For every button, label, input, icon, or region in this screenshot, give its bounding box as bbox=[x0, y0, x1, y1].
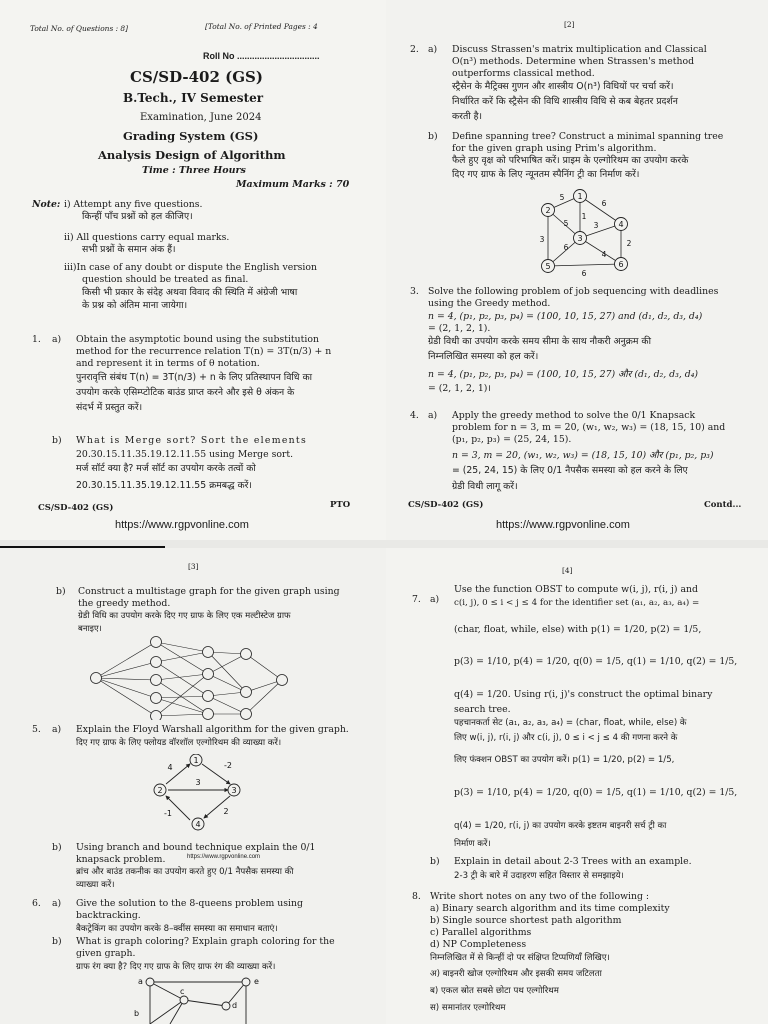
q2a-hindi-3: करती है। bbox=[452, 111, 483, 122]
total-questions: Total No. of Questions : 8] bbox=[30, 24, 129, 33]
q7-hindi-4: p(3) = 1/10, p(4) = 1/20, q(0) = 1/5, q(1) = 1/10, q(2) = 1/5, bbox=[454, 787, 738, 798]
q6b-line-1: What is graph coloring? Explain graph coloring for the bbox=[76, 936, 335, 947]
q1a-label: a) bbox=[52, 334, 62, 345]
q5a-label: a) bbox=[52, 724, 62, 735]
note-3-hindi: किसी भी प्रकार के संदेह अथवा विवाद की स्थिति में अंग्रेजी भाषा bbox=[82, 287, 298, 298]
q1a-line-2: method for the recurrence relation T(n) = 3T(n/3) + n bbox=[76, 346, 332, 357]
floyd-warshall-graph bbox=[140, 754, 256, 836]
node-label: e bbox=[254, 977, 259, 986]
page-number: [3] bbox=[188, 562, 199, 571]
q2a-line-1: Discuss Strassen's matrix multiplication and Classical bbox=[452, 44, 707, 55]
edge-weight: 2 bbox=[223, 807, 229, 816]
q7-number: 7. bbox=[412, 594, 421, 605]
exam: Examination, June 2024 bbox=[140, 112, 262, 123]
node-label: 1 bbox=[193, 756, 199, 765]
node-label: 2 bbox=[545, 206, 551, 215]
q8-item-d: d) NP Completeness bbox=[430, 939, 527, 950]
node-label: 2 bbox=[157, 786, 163, 795]
q5b-url: https://www.rgpvonline.com bbox=[187, 854, 261, 860]
note-1-hindi: किन्हीं पाँच प्रश्नों को हल कीजिए। bbox=[82, 211, 193, 222]
q7-line-4: p(3) = 1/10, p(4) = 1/20, q(0) = 1/5, q(1) = 1/10, q(2) = 1/5, bbox=[454, 656, 738, 667]
q3-line-1: Solve the following problem of job sequencing with deadlines bbox=[428, 286, 719, 297]
q8-hindi-item-c: स) समानांतर एल्गोरिथम bbox=[430, 1003, 506, 1013]
q8-item-a: a) Binary search algorithm and its time complexity bbox=[430, 903, 670, 914]
q1b-label: b) bbox=[52, 435, 62, 446]
node-label: d bbox=[232, 1001, 238, 1010]
page-number: [2] bbox=[564, 20, 575, 29]
q5b-hindi-2: व्याख्या करें। bbox=[76, 880, 115, 890]
q5b-line-1: Using branch and bound technique explain the 0/1 bbox=[76, 842, 316, 853]
edge-weight: 3 bbox=[195, 778, 201, 787]
q6b-hindi-1: ग्राफ रंग क्या है? दिए गए ग्राफ के लिए ग्राफ रंग की व्याख्या करें। bbox=[76, 962, 276, 972]
edge-weight: 1 bbox=[581, 212, 587, 221]
node-label: 4 bbox=[618, 220, 624, 229]
q2b-label: b) bbox=[428, 131, 438, 142]
q3-hindi-3: n = 4, (p₁, p₂, p₃, p₄) = (100, 10, 15, 27) और (d₁, d₂, d₃, d₄) bbox=[428, 369, 699, 380]
course: B.Tech., IV Semester bbox=[123, 91, 264, 105]
q4a-line-3: (p₁, p₂, p₃) = (25, 24, 15). bbox=[452, 434, 572, 445]
q1b-hindi-1: मर्ज सॉर्ट क्या है? मर्ज सॉर्ट का उपयोग करके तत्वों को bbox=[76, 463, 256, 474]
q1b-line-1: What is Merge sort? Sort the elements bbox=[76, 435, 308, 446]
multistage-graph bbox=[86, 634, 292, 720]
edge-weight: 5 bbox=[559, 193, 565, 202]
q2b-line-1: Define spanning tree? Construct a minimal spanning tree bbox=[452, 131, 724, 142]
footer-code: CS/SD-402 (GS) bbox=[38, 503, 114, 513]
edge-weight: 4 bbox=[601, 250, 607, 259]
q4b-line-1: Construct a multistage graph for the given graph using bbox=[78, 586, 340, 597]
q1a-hindi-1: पुनरावृत्ति संबंध T(n) = 3T(n/3) + n के लिए प्रतिस्थापन विधि का bbox=[76, 372, 313, 383]
node-label: a bbox=[138, 977, 143, 986]
q3-line-2: using the Greedy method. bbox=[428, 298, 551, 309]
note-label: Note: bbox=[32, 199, 61, 210]
q7-line-3: (char, float, while, else) with p(1) = 1/20, p(2) = 1/5, bbox=[454, 624, 702, 635]
edge-weight: 3 bbox=[593, 221, 599, 230]
q3-line-3: n = 4, (p₁, p₂, p₃, p₄) = (100, 10, 15, 27) and (d₁, d₂, d₃, d₄) bbox=[428, 311, 703, 322]
q4a-hindi-3: ग्रेडी विधी लागू करें। bbox=[452, 481, 518, 492]
node-label: 5 bbox=[545, 262, 551, 271]
q7b-label: b) bbox=[430, 856, 440, 867]
q2a-line-3: outperforms classical method. bbox=[452, 68, 595, 79]
q7-hindi-5: q(4) = 1/20, r(i, j) का उपयोग करके इष्टतम बाइनरी सर्च ट्री का bbox=[454, 821, 667, 831]
q4a-hindi-2: = (25, 24, 15) के लिए 0/1 नैपसैक समस्या को हल करने के लिए bbox=[452, 465, 688, 476]
q6a-line-2: backtracking. bbox=[76, 910, 141, 921]
total-pages: [Total No. of Printed Pages : 4 bbox=[205, 22, 318, 31]
node-label: 4 bbox=[195, 820, 201, 829]
q6a-line-1: Give the solution to the 8-queens problem using bbox=[76, 898, 303, 909]
page-1-url: https://www.rgpvonline.com bbox=[115, 519, 249, 531]
coloring-graph bbox=[126, 976, 266, 1024]
q2b-hindi-2: दिए गए ग्राफ के लिए न्यूनतम स्पैनिंग ट्री का निर्माण करें। bbox=[452, 169, 640, 180]
node-label: b bbox=[134, 1009, 140, 1018]
page-3 bbox=[0, 548, 386, 1024]
q8-item-c: c) Parallel algorithms bbox=[430, 927, 532, 938]
max-marks: Maximum Marks : 70 bbox=[236, 179, 350, 190]
q7-line-6: search tree. bbox=[454, 704, 511, 715]
footer-contd: Contd... bbox=[704, 500, 742, 510]
footer-code: CS/SD-402 (GS) bbox=[408, 500, 484, 510]
edge-weight: 4 bbox=[167, 763, 173, 772]
q6b-label: b) bbox=[52, 936, 62, 947]
q4b-hindi-1: ग्रेडी विधि का उपयोग करके दिए गए ग्राफ के लिए एक मल्टीस्टेज ग्राफ bbox=[78, 611, 291, 621]
grading-system: Grading System (GS) bbox=[123, 129, 259, 143]
subject: Analysis Design of Algorithm bbox=[98, 148, 286, 162]
node-label: 3 bbox=[577, 234, 583, 243]
q6a-hindi-1: बैकट्रेकिंग का उपयोग करके 8–क्वींस समस्या का समाधान बताएं। bbox=[76, 924, 278, 934]
footer-pto: PTO bbox=[330, 500, 351, 510]
q2a-hindi-2: निर्धारित करें कि स्ट्रैसेन की विधि शास्त्रीय विधि से कब बेहतर प्रदर्शन bbox=[452, 96, 678, 107]
q7b-hindi-1: 2-3 ट्री के बारे में उदाहरण सहित विस्तार से समझाइये। bbox=[454, 871, 624, 881]
q6a-label: a) bbox=[52, 898, 62, 909]
q7a-label: a) bbox=[430, 594, 440, 605]
note-2: ii) All questions carry equal marks. bbox=[64, 232, 230, 243]
q5a-hindi-1: दिए गए ग्राफ के लिए फ्लोयड वॉरशॉल एल्गोरिथम की व्याख्या करें। bbox=[76, 738, 282, 748]
q1a-line-3: and represent it in terms of θ notation. bbox=[76, 358, 260, 369]
q6b-line-2: given graph. bbox=[76, 948, 136, 959]
q2a-hindi-1: स्ट्रैसेन के मैट्रिक्स गुणन और शास्त्रीय O(n³) विधियों पर चर्चा करें। bbox=[452, 81, 674, 92]
page-number: [4] bbox=[562, 566, 573, 575]
time: Time : Three Hours bbox=[142, 165, 246, 176]
q8-number: 8. bbox=[412, 891, 421, 902]
q1-number: 1. bbox=[32, 334, 41, 345]
node-label: 6 bbox=[618, 260, 624, 269]
q8-intro: Write short notes on any two of the following : bbox=[430, 891, 650, 902]
note-3-cont: question should be treated as final. bbox=[82, 274, 249, 285]
edge-weight: -1 bbox=[164, 809, 172, 818]
q5b-label: b) bbox=[52, 842, 62, 853]
edge-weight: 3 bbox=[539, 235, 545, 244]
q2-number: 2. bbox=[410, 44, 419, 55]
q8-hindi-item-a: अ) बाइनरी खोज एल्गोरिथम और इसकी समय जटिलता bbox=[430, 969, 602, 979]
prims-graph bbox=[526, 186, 636, 278]
q1a-hindi-2: उपयोग करके एसिम्प्टोटिक बाउंड प्राप्त करने और इसे θ अंकन के bbox=[76, 387, 295, 398]
q7-line-1: Use the function OBST to compute w(i, j), r(i, j) and bbox=[454, 584, 698, 595]
q4b-hindi-2: बनाइए। bbox=[78, 624, 102, 634]
note-3-hindi-cont: के प्रश्न को अंतिम माना जायेगा। bbox=[82, 300, 188, 311]
q2a-label: a) bbox=[428, 44, 438, 55]
q5b-line-2: knapsack problem. bbox=[76, 854, 166, 865]
q1a-line-1: Obtain the asymptotic bound using the substitution bbox=[76, 334, 319, 345]
q4b-line-2: the greedy method. bbox=[78, 598, 171, 609]
q5-number: 5. bbox=[32, 724, 41, 735]
paper-code: CS/SD-402 (GS) bbox=[130, 68, 263, 86]
q7-hindi-1: पहचानकर्ता सेट (a₁, a₂, a₃, a₄) = (char, float, while, else) के bbox=[454, 718, 687, 728]
q4a-label: a) bbox=[428, 410, 438, 421]
q1a-hindi-3: संदर्भ में प्रस्तुत करें। bbox=[76, 402, 143, 413]
node-label: c bbox=[180, 987, 185, 996]
q1b-hindi-2: 20.30.15.11.35.19.12.11.55 क्रमबद्ध करें। bbox=[76, 480, 252, 491]
q7b-line-1: Explain in detail about 2-3 Trees with an example. bbox=[454, 856, 692, 867]
q5b-hindi-1: ब्रांच और बाउंड तकनीक का उपयोग करते हुए 0/1 नैपसैक समस्या की bbox=[76, 867, 294, 877]
q4-number: 4. bbox=[410, 410, 419, 421]
q7-line-5: q(4) = 1/20. Using r(i, j)'s construct the optimal binary bbox=[454, 689, 713, 700]
page-4 bbox=[386, 548, 768, 1024]
q8-hindi-intro: निम्नलिखित में से किन्हीं दो पर संक्षिप्त टिप्पणियाँ लिखिए। bbox=[430, 953, 610, 963]
note-1: i) Attempt any five questions. bbox=[64, 199, 203, 210]
q3-hindi-1: ग्रेडी विधी का उपयोग करके समय सीमा के साथ नौकरी अनुक्रम की bbox=[428, 336, 651, 347]
node-label: 3 bbox=[231, 786, 237, 795]
roll-no: Roll No ................................. bbox=[203, 51, 320, 61]
page-2-url: https://www.rgpvonline.com bbox=[496, 519, 630, 531]
q3-line-4: = (2, 1, 2, 1). bbox=[428, 323, 491, 334]
q7-hindi-3: लिए फंक्शन OBST का उपयोग करें। p(1) = 1/20, p(2) = 1/5, bbox=[454, 755, 675, 765]
node-label: 1 bbox=[577, 192, 583, 201]
edge-weight: -2 bbox=[224, 761, 232, 770]
edge-weight: 6 bbox=[563, 243, 569, 252]
q4b-label: b) bbox=[56, 586, 66, 597]
q2b-hindi-1: फैले हुए वृक्ष को परिभाषित करें। प्राइम के एल्गोरिथम का उपयोग करके bbox=[452, 155, 689, 166]
edge-weight: 6 bbox=[601, 199, 607, 208]
q2a-line-2: O(n³) methods. Determine when Strassen's method bbox=[452, 56, 695, 67]
q7-line-2: c(i, j), 0 ≤ i < j ≤ 4 for the identifier set (a₁, a₂, a₃, a₄) = bbox=[454, 598, 700, 608]
q1b-line-2: 20.30.15.11.35.19.12.11.55 using Merge sort. bbox=[76, 449, 294, 460]
q4a-line-2: problem for n = 3, m = 20, (w₁, w₂, w₃) = (18, 15, 10) and bbox=[452, 422, 726, 433]
q7-hindi-2: लिए w(i, j), r(i, j) और c(i, j), 0 ≤ i < j ≤ 4 की गणना करने के bbox=[454, 733, 678, 743]
edge-weight: 6 bbox=[581, 269, 587, 278]
q8-item-b: b) Single source shortest path algorithm bbox=[430, 915, 622, 926]
q4a-hindi-1: n = 3, m = 20, (w₁, w₂, w₃) = (18, 15, 10) और (p₁, p₂, p₃) bbox=[452, 450, 714, 461]
page-1 bbox=[0, 0, 386, 540]
q6-number: 6. bbox=[32, 898, 41, 909]
q3-hindi-4: = (2, 1, 2, 1)। bbox=[428, 383, 491, 394]
q8-hindi-item-b: ब) एकल स्रोत सबसे छोटा पथ एल्गोरिथम bbox=[430, 986, 559, 996]
page-2 bbox=[386, 0, 768, 540]
edge-weight: 5 bbox=[563, 219, 569, 228]
q3-hindi-2: निम्नलिखित समस्या को हल करें। bbox=[428, 351, 539, 362]
q3-number: 3. bbox=[410, 286, 419, 297]
note-3: iii)In case of any doubt or dispute the English version bbox=[64, 262, 317, 273]
q5a-line-1: Explain the Floyd Warshall algorithm for the given graph. bbox=[76, 724, 349, 735]
edge-weight: 2 bbox=[626, 239, 632, 248]
q7-hindi-6: निर्माण करें। bbox=[454, 839, 491, 849]
note-2-hindi: सभी प्रश्नों के समान अंक हैं। bbox=[82, 244, 176, 255]
q2b-line-2: for the given graph using Prim's algorithm. bbox=[452, 143, 657, 154]
q4a-line-1: Apply the greedy method to solve the 0/1 Knapsack bbox=[452, 410, 696, 421]
